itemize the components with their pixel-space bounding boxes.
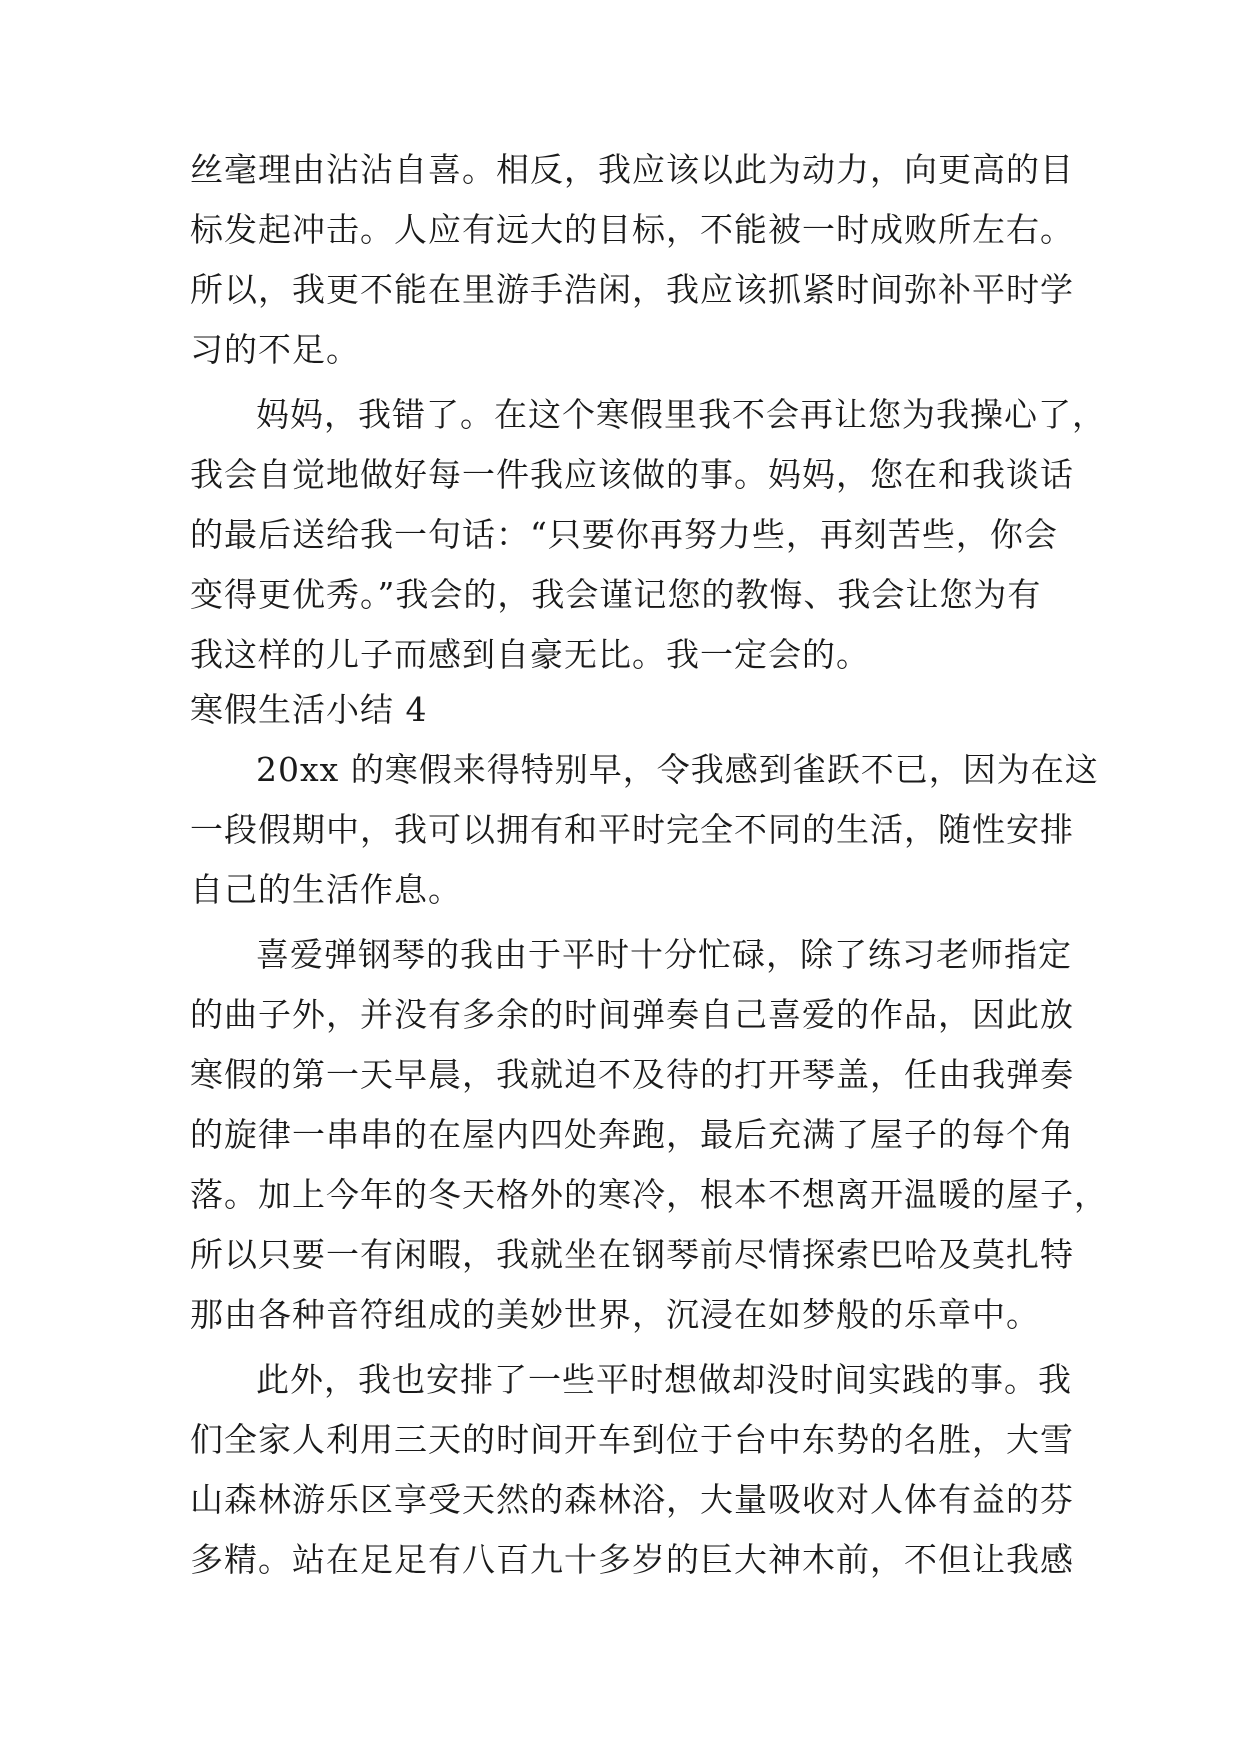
paragraph-line: 所以只要一有闲暇，我就坐在钢琴前尽情探索巴哈及莫扎特 — [190, 1235, 1074, 1274]
paragraph-line: 寒假的第一天早晨，我就迫不及待的打开琴盖，任由我弹奏 — [190, 1055, 1074, 1094]
paragraph-line: 变得更优秀。”我会的，我会谨记您的教悔、我会让您为有 — [190, 575, 1042, 614]
paragraph-line: 那由各种音符组成的美妙世界，沉浸在如梦般的乐章中。 — [190, 1295, 1040, 1334]
paragraph-line: 我会自觉地做好每一件我应该做的事。妈妈，您在和我谈话 — [190, 455, 1074, 494]
paragraph-line: 落。加上今年的冬天格外的寒冷，根本不想离开温暖的屋子， — [190, 1175, 1108, 1214]
paragraph-line: 自己的生活作息。 — [190, 870, 462, 909]
paragraph-line: 的曲子外，并没有多余的时间弹奏自己喜爱的作品，因此放 — [190, 995, 1074, 1034]
paragraph-line: 标发起冲击。人应有远大的目标，不能被一时成败所左右。 — [190, 210, 1074, 249]
paragraph-line: 我这样的儿子而感到自豪无比。我一定会的。 — [190, 635, 870, 674]
paragraph-line: 此外，我也安排了一些平时想做却没时间实践的事。我 — [256, 1360, 1072, 1399]
paragraph-line: 所以，我更不能在里游手浩闲，我应该抓紧时间弥补平时学 — [190, 270, 1074, 309]
paragraph-line: 山森林游乐区享受天然的森林浴，大量吸收对人体有益的芬 — [190, 1480, 1074, 1519]
paragraph-line: 妈妈，我错了。在这个寒假里我不会再让您为我操心了， — [256, 395, 1106, 434]
paragraph-line: 丝毫理由沾沾自喜。相反，我应该以此为动力，向更高的目 — [190, 150, 1074, 189]
section-heading: 寒假生活小结 4 — [190, 690, 428, 729]
paragraph-line: 习的不足。 — [190, 330, 360, 369]
paragraph-line: 多精。站在足足有八百九十多岁的巨大神木前，不但让我感 — [190, 1540, 1074, 1579]
paragraph-line: 的旋律一串串的在屋内四处奔跑，最后充满了屋子的每个角 — [190, 1115, 1074, 1154]
paragraph-line: 喜爱弹钢琴的我由于平时十分忙碌，除了练习老师指定 — [256, 935, 1072, 974]
paragraph-line: 的最后送给我一句话：“只要你再努力些，再刻苦些，你会 — [190, 515, 1058, 554]
paragraph-line: 20xx 的寒假来得特别早，令我感到雀跃不已，因为在这 — [256, 750, 1099, 789]
paragraph-line: 一段假期中，我可以拥有和平时完全不同的生活，随性安排 — [190, 810, 1074, 849]
paragraph-line: 们全家人利用三天的时间开车到位于台中东势的名胜，大雪 — [190, 1420, 1074, 1459]
